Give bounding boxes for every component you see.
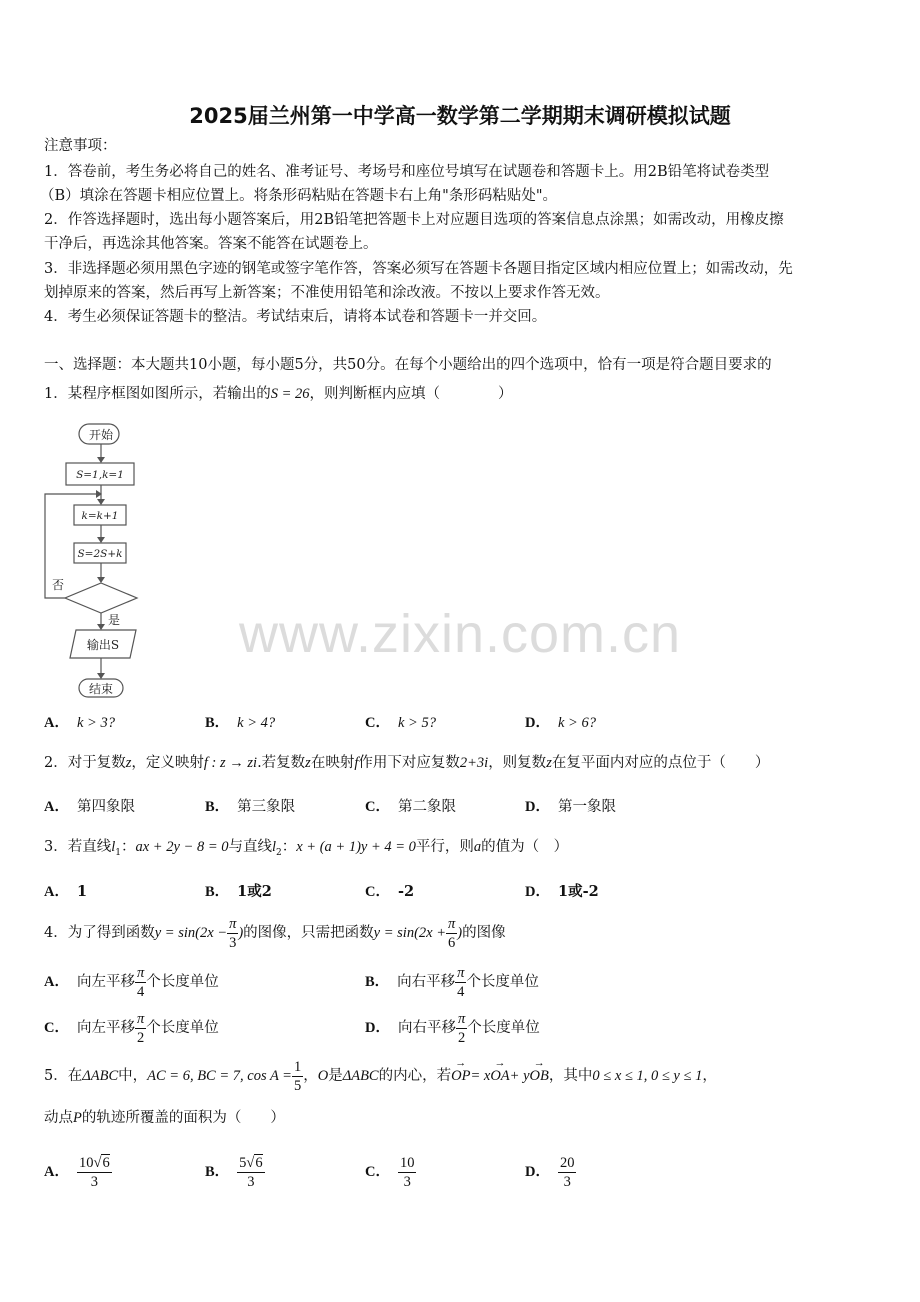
flow-end: 结束: [88, 682, 114, 696]
q2-option-a: A． 第四象限: [44, 799, 135, 815]
flow-output: 输出S: [86, 638, 120, 652]
notice-line: 2．作答选择题时，选出每小题答案后，用2B铅笔把答题卡上对应题目选项的答案信息点涂黑；如需改动，用橡皮擦: [44, 212, 784, 228]
q4-option-d: D． 向右平移 $\frac{\pi}{2}$ 个长度单位: [365, 1010, 540, 1046]
question-5: 5．在ΔABC中，AC = 6, BC = 7, cos A = $\frac{1}{5}$ ，O是ΔABC的内心，若→ OP= x→ OA+ y→ OB，其中0 ≤ x ≤ 1, 0 ≤ y ≤ 1，: [44, 1056, 717, 1096]
q1-option-d: D． k > 6?: [525, 715, 596, 731]
flow-yes-label: 是: [108, 613, 121, 627]
q5-option-a: A． $\frac{10√6}{3}$: [44, 1154, 110, 1190]
section-heading: 一、选择题：本大题共10小题，每小题5分，共50分。在每个小题给出的四个选项中，恰有一项是符合题目要求的: [44, 357, 772, 373]
watermark: www.zixin.com.cn: [238, 604, 682, 664]
q2-option-c: C． 第二象限: [365, 799, 456, 815]
q3-option-a: A． 1: [44, 883, 88, 900]
page-title: 2025届兰州第一中学高一数学第二学期期末调研模拟试题: [189, 104, 731, 128]
notice-line: 划掉原来的答案，然后再写上新答案；不准使用铅笔和涂改液。不按以上要求作答无效。: [44, 285, 610, 301]
flow-step2: S=2S+k: [77, 548, 123, 560]
question-3: 3．若直线$l_1$：ax + 2y − 8 = 0与直线$l_2$：x + (a + 1)y + 4 = 0平行，则a的值为（ ）: [44, 839, 569, 858]
q5-option-d: D． $\frac{20}{3}$: [525, 1154, 575, 1190]
question-2: 2．对于复数z，定义映射f : z → zi.若复数z在映射f作用下对应复数2+3i，则复数z在复平面内对应的点位于（ ）: [44, 755, 770, 771]
flow-no-label: 否: [52, 578, 65, 592]
notice-header: 注意事项：: [44, 138, 117, 154]
q1-option-b: B． k > 4?: [205, 715, 276, 731]
flow-decision: [65, 583, 137, 613]
q5-option-b: B． $\frac{5√6}{3}$: [205, 1154, 263, 1190]
notice-line: 4．考生必须保证答题卡的整洁。考试结束后，请将本试卷和答题卡一并交回。: [44, 309, 547, 325]
q2-option-b: B． 第三象限: [205, 799, 296, 815]
flowchart: [40, 418, 150, 704]
flow-step1: k=k+1: [81, 510, 119, 522]
flow-start: 开始: [88, 428, 114, 442]
notice-line: 1．答卷前，考生务必将自己的姓名、准考证号、考场号和座位号填写在试题卷和答题卡上。用2B铅笔将试卷类型: [44, 164, 770, 180]
q4-option-c: C． 向左平移 $\frac{\pi}{2}$ 个长度单位: [44, 1010, 219, 1046]
q1-option-c: C． k > 5?: [365, 715, 436, 731]
q3-option-c: C． -2: [365, 883, 415, 900]
notice-line: 干净后，再选涂其他答案。答案不能答在试题卷上。: [44, 236, 378, 252]
q4-option-a: A． 向左平移 $\frac{\pi}{4}$ 个长度单位: [44, 964, 219, 1000]
q3-option-b: B． 1或2: [205, 883, 272, 900]
notice-line: （B）填涂在答题卡相应位置上。将条形码粘贴在答题卡右上角"条形码粘贴处"。: [40, 188, 557, 204]
question-1: 1．某程序框图如图所示，若输出的S = 26，则判断框内应填（ ）: [44, 386, 513, 402]
flow-init: S=1,k=1: [76, 469, 124, 481]
q2-option-d: D． 第一象限: [525, 799, 616, 815]
question-4: 4．为了得到函数y = sin(2x − $\frac{\pi}{3}$ )的图像，只需把函数y = sin(2x + $\frac{\pi}{6}$ )的图像: [44, 915, 506, 951]
q4-option-b: B． 向右平移 $\frac{\pi}{4}$ 个长度单位: [365, 964, 539, 1000]
q1-option-a: A． k > 3?: [44, 715, 115, 731]
q5-option-c: C． $\frac{10}{3}$: [365, 1154, 415, 1190]
q3-option-d: D． 1或-2: [525, 883, 599, 900]
question-5-cont: 动点P的轨迹所覆盖的面积为（ ）: [44, 1110, 285, 1126]
notice-line: 3．非选择题必须用黑色字迹的钢笔或签字笔作答，答案必须写在答题卡各题目指定区域内相应位置上；如需改动，先: [44, 261, 793, 277]
